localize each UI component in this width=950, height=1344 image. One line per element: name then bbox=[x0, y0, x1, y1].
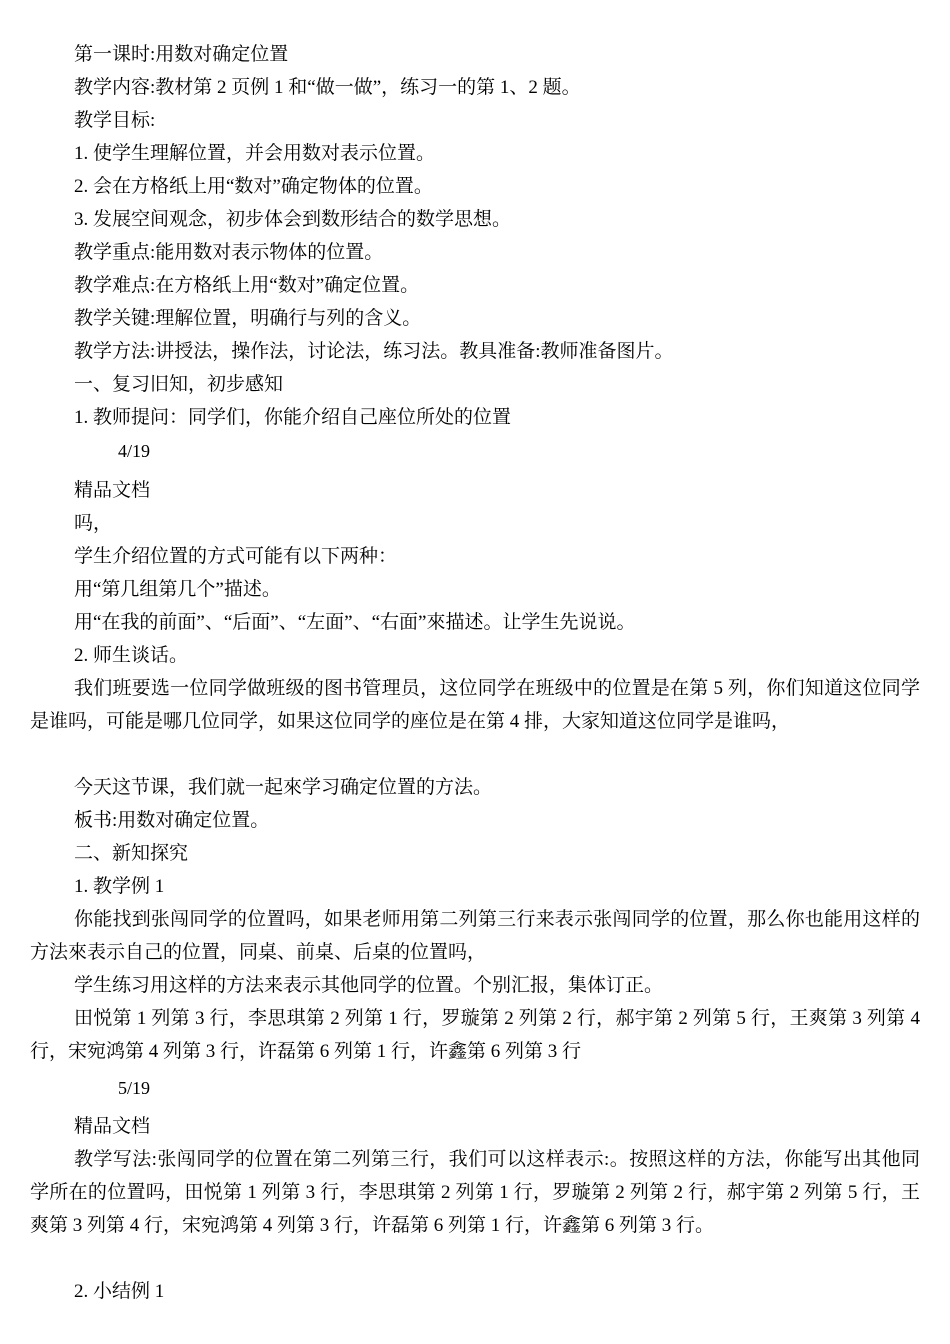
section-heading: 一、复习旧知，初步感知 bbox=[74, 374, 284, 395]
body-line: 学生介绍位置的方式可能有以下两种： bbox=[74, 546, 398, 567]
page-header: 精品文档 bbox=[74, 1116, 151, 1137]
body-line: 今天这节课，我们就一起來学习确定位置的方法。 bbox=[74, 777, 493, 798]
body-line: 吗， bbox=[74, 513, 113, 534]
list-item: 1. 教师提问：同学们，你能介绍自己座位所处的位置 bbox=[74, 407, 512, 428]
goal-item: 3. 发展空间观念，初步体会到数形结合的数学思想。 bbox=[74, 209, 512, 230]
page-header: 精品文档 bbox=[74, 480, 151, 501]
body-line: 学生练习用这样的方法来表示其他同学的位置。个别汇报，集体订正。 bbox=[74, 975, 664, 996]
teaching-content: 教学内容:教材第 2 页例 1 和“做一做”，练习一的第 1、2 题。 bbox=[74, 77, 581, 98]
list-item: 1. 教学例 1 bbox=[74, 876, 165, 897]
page-number: 5/19 bbox=[118, 1078, 151, 1098]
list-item: 2. 小结例 1 bbox=[74, 1281, 165, 1302]
body-line: 用“第几组第几个”描述。 bbox=[74, 579, 281, 600]
section-heading: 二、新知探究 bbox=[74, 843, 189, 864]
lesson-title: 第一课时:用数对确定位置 bbox=[74, 44, 289, 65]
teaching-method: 教学方法:讲授法，操作法，讨论法，练习法。教具准备:教师准备图片。 bbox=[74, 341, 674, 362]
teaching-focus: 教学重点:能用数对表示物体的位置。 bbox=[74, 242, 384, 263]
teaching-goals-heading: 教学目标: bbox=[74, 110, 156, 131]
paragraph: 田悦第 1 列第 3 行，李思琪第 2 列第 1 行，罗璇第 2 列第 2 行，郝宇第 2 列第 5 行，王爽第 3 列第 4 行，宋宛鸿第 4 列第 3 行，许磊第 6 列第 1 行，许鑫第 6 列第 3 行 bbox=[30, 1008, 920, 1062]
body-line: 用“在我的前面”、“后面”、“左面”、“右面”來描述。让学生先说说。 bbox=[74, 612, 636, 633]
paragraph: 我们班要选一位同学做班级的图书管理员，这位同学在班级中的位置是在第 5 列，你们知道这位同学是谁吗，可能是哪几位同学，如果这位同学的座位是在第 4 排，大家知道这位同学是谁吗， bbox=[30, 678, 920, 732]
teaching-difficulty: 教学难点:在方格纸上用“数对”确定位置。 bbox=[74, 275, 420, 296]
paragraph: 教学写法:张闯同学的位置在第二列第三行，我们可以这样表示:。按照这样的方法，你能写出其他同学所在的位置吗，田悦第 1 列第 3 行，李思琪第 2 列第 1 行，罗璇第 2 列第 2 行，郝宇第 2 列第 5 行，王爽第 3 列第 4 行，宋宛鸿第 4 列第 3 行，许磊第 6 列第 1 行，许鑫第 6 列第 3 行。 bbox=[30, 1149, 920, 1236]
goal-item: 1. 使学生理解位置，并会用数对表示位置。 bbox=[74, 143, 436, 164]
page-number: 4/19 bbox=[118, 441, 151, 461]
paragraph: 你能找到张闯同学的位置吗，如果老师用第二列第三行来表示张闯同学的位置，那么你也能用这样的方法來表示自己的位置，同桌、前桌、后桌的位置吗， bbox=[30, 909, 920, 963]
list-item: 2. 师生谈话。 bbox=[74, 645, 189, 666]
board-writing: 板书:用数对确定位置。 bbox=[74, 810, 270, 831]
goal-item: 2. 会在方格纸上用“数对”确定物体的位置。 bbox=[74, 176, 433, 197]
teaching-key: 教学关键:理解位置，明确行与列的含义。 bbox=[74, 308, 422, 329]
